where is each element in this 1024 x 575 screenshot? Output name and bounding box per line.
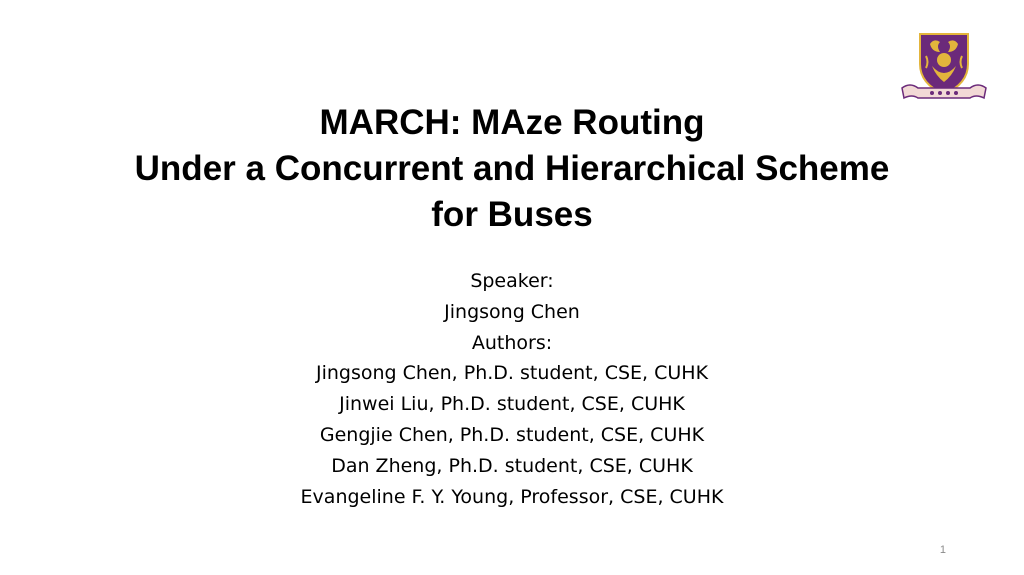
cuhk-crest-icon bbox=[896, 30, 992, 106]
title-line: for Buses bbox=[431, 195, 593, 234]
authors-label: Authors: bbox=[471, 331, 553, 354]
title-line: Under a Concurrent and Hierarchical Scheme bbox=[134, 149, 890, 188]
author-line: Jinwei Liu, Ph.D. student, CSE, CUHK bbox=[339, 393, 685, 416]
page-number: 1 bbox=[939, 544, 946, 556]
speaker-authors-block bbox=[0, 266, 1024, 512]
author-line: Dan Zheng, Ph.D. student, CSE, CUHK bbox=[331, 454, 693, 477]
speaker-label: Speaker: bbox=[470, 270, 554, 292]
title-line: MARCH: MAze Routing bbox=[319, 103, 705, 142]
author-line: Gengjie Chen, Ph.D. student, CSE, CUHK bbox=[319, 423, 705, 446]
speaker-name: Jingsong Chen bbox=[444, 300, 580, 323]
author-line: Jingsong Chen, Ph.D. student, CSE, CUHK bbox=[315, 362, 709, 385]
slide-title bbox=[0, 100, 1024, 238]
author-line: Evangeline F. Y. Young, Professor, CSE, CUHK bbox=[300, 485, 724, 508]
